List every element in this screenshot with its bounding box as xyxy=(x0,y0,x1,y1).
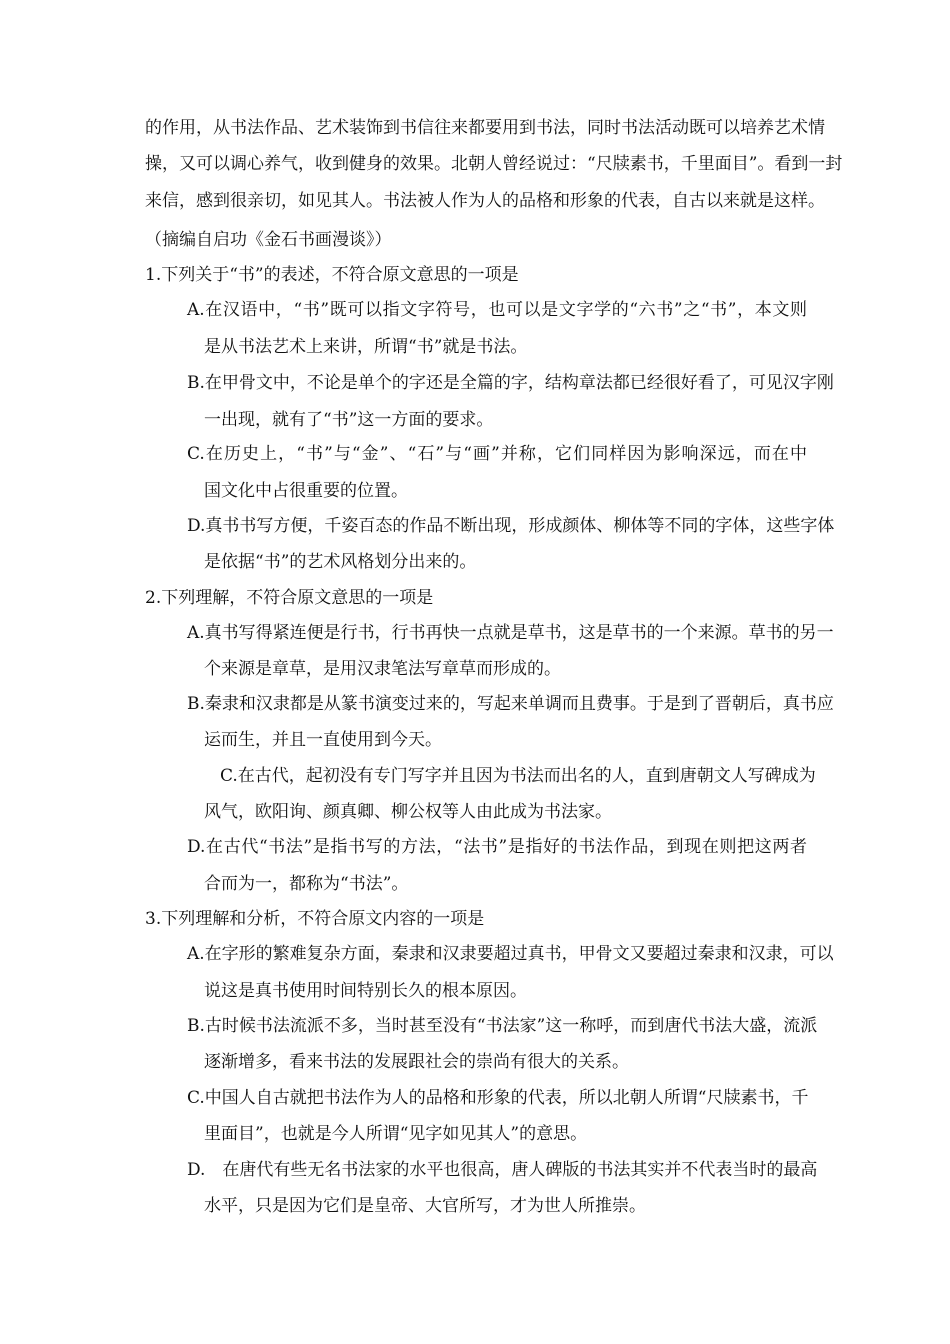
question-2-stem: 2.下列理解，不符合原文意思的一项是 xyxy=(145,588,434,608)
q1-option-a-line2: 是从书法艺术上来讲，所谓“书”就是书法。 xyxy=(204,337,528,357)
q1-option-b-line1: B.在甲骨文中，不论是单个的字还是全篇的字，结构章法都已经很好看了，可见汉字刚 xyxy=(187,373,834,393)
q1-option-c-line2: 国文化中占很重要的位置。 xyxy=(204,481,408,501)
q1-option-a-line1: A.在汉语中，“书”既可以指文字符号，也可以是文字学的“六书”之“书”，本文则 xyxy=(187,300,807,320)
question-1-stem: 1.下列关于“书”的表述，不符合原文意思的一项是 xyxy=(145,265,519,285)
q3-option-c-line2: 里面目”，也就是今人所谓“见字如见其人”的意思。 xyxy=(204,1124,588,1144)
passage-line-2: 操，又可以调心养气，收到健身的效果。北朝人曾经说过：“尺牍素书，千里面目”。看到一封 xyxy=(145,154,843,174)
q3-option-a-line1: A.在字形的繁难复杂方面，秦隶和汉隶要超过真书，甲骨文又要超过秦隶和汉隶，可以 xyxy=(187,944,834,964)
q3-option-a-line2: 说这是真书使用时间特别长久的根本原因。 xyxy=(204,981,527,1001)
passage-line-1: 的作用，从书法作品、艺术装饰到书信往来都要用到书法，同时书法活动既可以培养艺术情 xyxy=(145,118,825,138)
q2-option-a-line2: 个来源是章草，是用汉隶笔法写章草而形成的。 xyxy=(204,659,561,679)
q1-option-d-line1: D.真书书写方便，千姿百态的作品不断出现，形成颜体、柳体等不同的字体，这些字体 xyxy=(187,516,835,536)
q2-option-b-line2: 运而生，并且一直使用到今天。 xyxy=(204,730,442,750)
q3-option-b-line1: B.古时候书法流派不多，当时甚至没有“书法家”这一称呼，而到唐代书法大盛，流派 xyxy=(187,1016,818,1036)
q3-option-b-line2: 逐渐增多，看来书法的发展跟社会的崇尚有很大的关系。 xyxy=(204,1052,629,1072)
q2-option-c-line1: C.在古代，起初没有专门写字并且因为书法而出名的人，直到唐朝文人写碑成为 xyxy=(220,766,816,786)
passage-source: （摘编自启功《金石书画漫谈》） xyxy=(145,230,392,250)
q3-option-d-line2: 水平，只是因为它们是皇帝、大官所写，才为世人所推崇。 xyxy=(204,1196,646,1216)
q1-option-b-line2: 一出现，就有了“书”这一方面的要求。 xyxy=(204,410,494,430)
q2-option-d-line2: 合而为一，都称为“书法”。 xyxy=(204,874,409,894)
q2-option-b-line1: B.秦隶和汉隶都是从篆书演变过来的，写起来单调而且费事。于是到了晋朝后，真书应 xyxy=(187,694,834,714)
q2-option-c-line2: 风气，欧阳询、颜真卿、柳公权等人由此成为书法家。 xyxy=(204,802,612,822)
q2-option-d-line1: D.在古代“书法”是指书写的方法，“法书”是指好的书法作品，到现在则把这两者 xyxy=(187,837,807,857)
q1-option-d-line2: 是依据“书”的艺术风格划分出来的。 xyxy=(204,552,477,572)
q2-option-a-line1: A.真书写得紧连便是行书，行书再快一点就是草书，这是草书的一个来源。草书的另一 xyxy=(187,623,834,643)
passage-line-3: 来信，感到很亲切，如见其人。书法被人作为人的品格和形象的代表，自古以来就是这样。 xyxy=(145,191,825,211)
q3-option-d-line1: D. 在唐代有些无名书法家的水平也很高，唐人碑版的书法其实并不代表当时的最高 xyxy=(187,1160,818,1180)
question-3-stem: 3.下列理解和分析，不符合原文内容的一项是 xyxy=(145,909,485,929)
q1-option-c-line1: C.在历史上，“书”与“金”、“石”与“画”并称，它们同样因为影响深远，而在中 xyxy=(187,444,807,464)
q3-option-c-line1: C.中国人自古就把书法作为人的品格和形象的代表，所以北朝人所谓“尺牍素书，千 xyxy=(187,1088,809,1108)
